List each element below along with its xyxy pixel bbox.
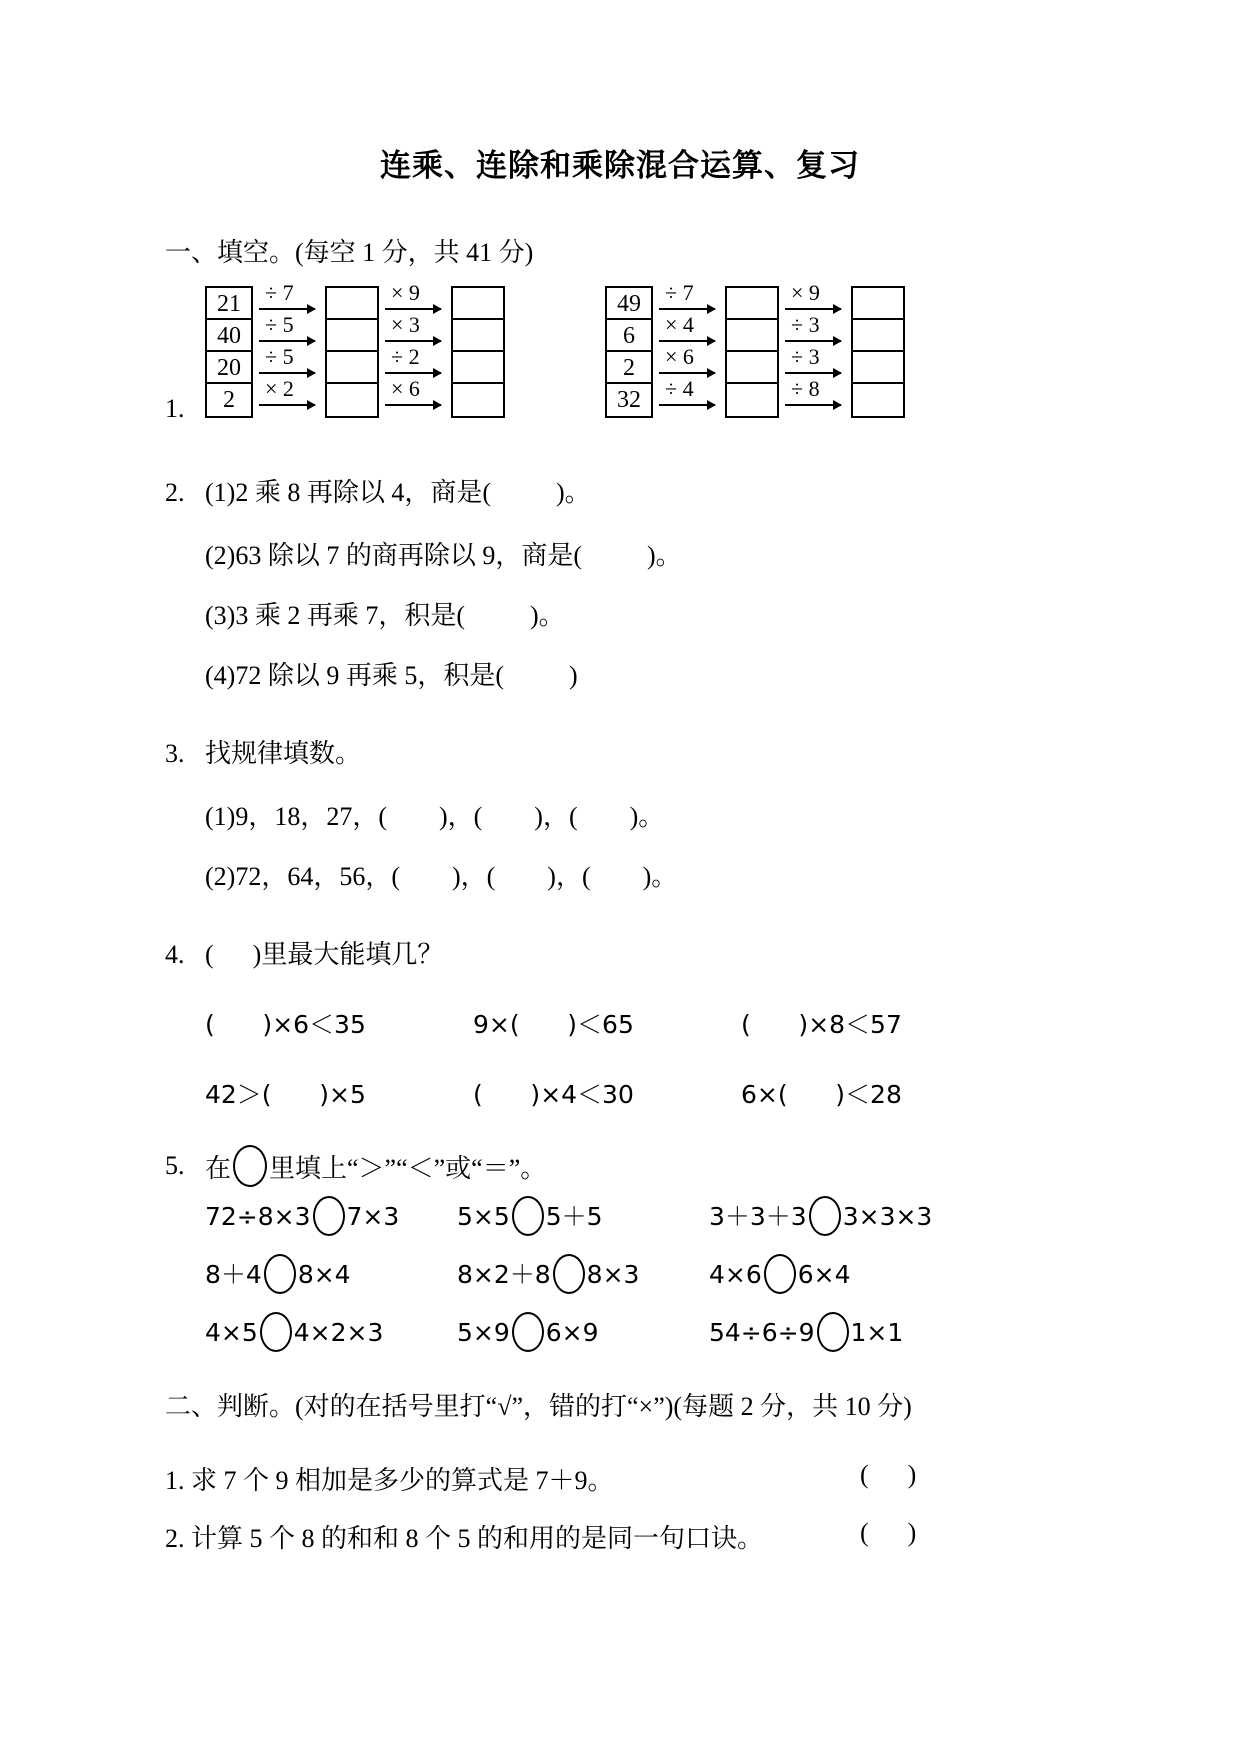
- problem-5-row-2: [0, 1245, 1240, 1303]
- problem-5-item-1-right: 7×3: [346, 1202, 400, 1231]
- arrow-icon: [259, 372, 315, 374]
- arrow-icon: [659, 308, 715, 310]
- flow-left-mid-1[interactable]: [327, 288, 377, 320]
- problem-5-item-1-left: 72÷8×3: [205, 1202, 311, 1231]
- problem-5-item-1[interactable]: [205, 1196, 457, 1236]
- flow-left-op2-1-label: × 9: [391, 280, 420, 305]
- problem-5-item-8-left: 5×9: [457, 1318, 510, 1347]
- flow-right-out-3[interactable]: [853, 352, 903, 384]
- arrow-icon: [659, 404, 715, 406]
- arrow-icon: [785, 372, 841, 374]
- section-two-item-2-number: 2.: [165, 1524, 185, 1553]
- flow-left-op2-4: [379, 376, 451, 414]
- flow-left-op1-3-label: ÷ 5: [265, 344, 294, 369]
- arrow-icon: [785, 404, 841, 406]
- flow-left-out-2[interactable]: [453, 320, 503, 352]
- flowchart-right: [605, 280, 905, 418]
- flow-right-inputs: [605, 286, 653, 418]
- arrow-icon: [385, 308, 441, 310]
- problem-5-prompt-before: 在: [205, 1153, 232, 1183]
- circle-blank-icon[interactable]: [260, 1312, 292, 1352]
- flow-right-mid-1[interactable]: [727, 288, 777, 320]
- problem-2-item-2[interactable]: (2)63 除以 7 的商再除以 9，商是( )。: [205, 541, 682, 570]
- problem-5-item-7[interactable]: [205, 1312, 457, 1352]
- problem-3-item-2[interactable]: (2)72，64，56，( )，( )，( )。: [205, 862, 678, 891]
- problem-3-prompt: 找规律填数。: [205, 739, 362, 768]
- flow-right-mid-4[interactable]: [727, 384, 777, 416]
- flow-right-output-answers[interactable]: [851, 286, 905, 418]
- circle-blank-icon[interactable]: [512, 1196, 544, 1236]
- flow-left-out-3[interactable]: [453, 352, 503, 384]
- flow-left-inputs: [205, 286, 253, 418]
- flow-right-out-1[interactable]: [853, 288, 903, 320]
- flow-right-out-4[interactable]: [853, 384, 903, 416]
- problem-2-item-3[interactable]: (3)3 乘 2 再乘 7，积是( )。: [205, 601, 565, 630]
- flow-left-input-3: 20: [207, 352, 251, 384]
- problem-5-item-9[interactable]: [709, 1312, 961, 1352]
- flow-left-out-4[interactable]: [453, 384, 503, 416]
- flow-left-op1-4: [253, 376, 325, 414]
- section-two-item-2-text: 计算 5 个 8 的和和 8 个 5 的和用的是同一句口诀。: [191, 1524, 764, 1553]
- flow-right-op1-2-label: × 4: [665, 312, 694, 337]
- flow-right-mid-2[interactable]: [727, 320, 777, 352]
- problem-5-item-2-right: 5＋5: [545, 1202, 603, 1231]
- problem-5-item-2-left: 5×5: [457, 1202, 510, 1231]
- flow-left-ops-2: [379, 280, 451, 414]
- arrow-icon: [385, 404, 441, 406]
- problem-5-item-9-right: 1×1: [850, 1318, 904, 1347]
- problem-4-item-1[interactable]: ( )×6＜35: [205, 1010, 366, 1039]
- problem-4-item-6[interactable]: 6×( )＜28: [741, 1080, 902, 1109]
- problem-5-item-3-right: 3×3×3: [842, 1202, 933, 1231]
- flow-left-out-1[interactable]: [453, 288, 503, 320]
- circle-blank-icon[interactable]: [264, 1254, 296, 1294]
- flow-right-op2-4: [779, 376, 851, 414]
- flow-left-input-2: 40: [207, 320, 251, 352]
- flow-right-op1-1-label: ÷ 7: [665, 280, 694, 305]
- problem-5-item-5-left: 8×2＋8: [457, 1260, 551, 1289]
- problem-4-row-1: [0, 1005, 1240, 1041]
- problem-4-row-2: [0, 1075, 1240, 1111]
- problem-4-prompt: ( )里最大能填几？: [205, 940, 444, 969]
- flow-left-ops-1: [253, 280, 325, 414]
- arrow-icon: [785, 308, 841, 310]
- section-two-heading: 二、判断。(对的在括号里打“√”，错的打“×”)(每题 2 分，共 10 分): [165, 1392, 912, 1421]
- problem-5-item-8-right: 6×9: [545, 1318, 599, 1347]
- flow-left-mid-4[interactable]: [327, 384, 377, 416]
- flow-left-op2-3-label: ÷ 2: [391, 344, 420, 369]
- problem-5-item-6-right: 6×4: [797, 1260, 851, 1289]
- section-two-item-1: [0, 1460, 1240, 1518]
- arrow-icon: [385, 340, 441, 342]
- problem-2: [0, 472, 1240, 509]
- circle-blank-icon[interactable]: [817, 1312, 849, 1352]
- flow-right-op2-2-label: ÷ 3: [791, 312, 820, 337]
- flow-right-out-2[interactable]: [853, 320, 903, 352]
- arrow-icon: [385, 372, 441, 374]
- flow-left-op1-4-label: × 2: [265, 376, 294, 401]
- circle-blank-icon[interactable]: [553, 1254, 585, 1294]
- flow-right-mid-3[interactable]: [727, 352, 777, 384]
- flow-right-middle-answers[interactable]: [725, 286, 779, 418]
- problem-5-item-4[interactable]: [205, 1254, 457, 1294]
- flow-right-ops-1: [653, 280, 725, 414]
- arrow-icon: [659, 340, 715, 342]
- problem-1-number: 1.: [165, 394, 185, 423]
- flow-right-op1-3-label: × 6: [665, 344, 694, 369]
- problem-5-row-1: [0, 1187, 1240, 1245]
- flow-right-ops-2: [779, 280, 851, 414]
- problem-2-item-1[interactable]: (1)2 乘 8 再除以 4，商是( )。: [205, 478, 591, 507]
- flow-left-input-1: 21: [207, 288, 251, 320]
- circle-blank-icon[interactable]: [809, 1196, 841, 1236]
- problem-5-item-7-right: 4×2×3: [293, 1318, 384, 1347]
- problem-5-item-4-left: 8＋4: [205, 1260, 262, 1289]
- section-one-heading: 一、填空。(每空 1 分，共 41 分): [165, 238, 534, 267]
- problem-5-item-4-right: 8×4: [297, 1260, 351, 1289]
- flow-right-op1-4-label: ÷ 4: [665, 376, 694, 401]
- arrow-icon: [259, 308, 315, 310]
- flow-right-input-2: 6: [607, 320, 651, 352]
- flow-right-op2-4-label: ÷ 8: [791, 376, 820, 401]
- flow-left-input-4: 2: [223, 387, 235, 413]
- section-two-item-2: [0, 1518, 1240, 1576]
- flow-right-input-4: 32: [617, 387, 641, 413]
- flow-right-input-1: 49: [607, 288, 651, 320]
- flow-right-op2-3-label: ÷ 3: [791, 344, 820, 369]
- section-two-item-1-number: 1.: [165, 1466, 185, 1495]
- problem-5-item-3-left: 3＋3＋3: [709, 1202, 807, 1231]
- circle-blank-icon[interactable]: [512, 1312, 544, 1352]
- problem-4-item-3[interactable]: ( )×8＜57: [741, 1010, 902, 1039]
- flow-left-op1-1-label: ÷ 7: [265, 280, 294, 305]
- arrow-icon: [659, 372, 715, 374]
- problem-5-item-7-left: 4×5: [205, 1318, 258, 1347]
- flow-left-op2-2-label: × 3: [391, 312, 420, 337]
- problem-5-number: 5.: [165, 1151, 185, 1180]
- problem-2-item-4[interactable]: (4)72 除以 9 再乘 5，积是( ): [205, 661, 578, 690]
- flow-left-output-answers[interactable]: [451, 286, 505, 418]
- flowchart-left: [205, 280, 505, 418]
- arrow-icon: [259, 404, 315, 406]
- problem-5-item-8[interactable]: [457, 1312, 709, 1352]
- problem-4-item-5[interactable]: ( )×4＜30: [473, 1080, 634, 1109]
- flow-left-op1-2-label: ÷ 5: [265, 312, 294, 337]
- flow-left-middle-answers[interactable]: [325, 286, 379, 418]
- problem-2-number: 2.: [165, 478, 185, 507]
- problem-3-item-1[interactable]: (1)9，18，27，( )，( )，( )。: [205, 802, 665, 831]
- section-two-item-1-text: 求 7 个 9 相加是多少的算式是 7＋9。: [191, 1466, 614, 1495]
- problem-5-prompt-after: 里填上“＞”“＜”或“＝”。: [269, 1153, 547, 1183]
- page-title: 连乘、连除和乘除混合运算、复习: [380, 148, 860, 184]
- problem-4-item-2[interactable]: 9×( )＜65: [473, 1010, 634, 1039]
- problem-5-item-5-right: 8×3: [586, 1260, 640, 1289]
- flow-right-input-3: 2: [607, 352, 651, 384]
- flow-left-op2-4-label: × 6: [391, 376, 420, 401]
- problem-5-row-3: [0, 1303, 1240, 1361]
- arrow-icon: [785, 340, 841, 342]
- circle-blank-icon[interactable]: [764, 1254, 796, 1294]
- arrow-icon: [259, 340, 315, 342]
- section-two-item-1-answer[interactable]: ( ): [860, 1460, 917, 1489]
- problem-4-item-4[interactable]: 42＞( )×5: [205, 1080, 366, 1109]
- problem-5-item-9-left: 54÷6÷9: [709, 1318, 815, 1347]
- flow-left-mid-3[interactable]: [327, 352, 377, 384]
- problem-3: [0, 733, 1240, 770]
- problem-5-item-6-left: 4×6: [709, 1260, 762, 1289]
- flow-left-mid-2[interactable]: [327, 320, 377, 352]
- problem-3-number: 3.: [165, 739, 185, 768]
- circle-blank-icon[interactable]: [313, 1196, 345, 1236]
- problem-5: [0, 1145, 1240, 1187]
- problem-5-item-2[interactable]: [457, 1196, 709, 1236]
- circle-icon: [233, 1145, 267, 1187]
- flow-right-op1-4: [653, 376, 725, 414]
- problem-1-flowcharts: [0, 280, 1240, 438]
- flow-right-op2-1-label: × 9: [791, 280, 820, 305]
- problem-5-item-3[interactable]: [709, 1196, 961, 1236]
- problem-5-item-6[interactable]: [709, 1254, 961, 1294]
- problem-5-item-5[interactable]: [457, 1254, 709, 1294]
- problem-4-number: 4.: [165, 940, 185, 969]
- section-two-item-2-answer[interactable]: ( ): [860, 1518, 917, 1547]
- problem-4: [0, 934, 1240, 971]
